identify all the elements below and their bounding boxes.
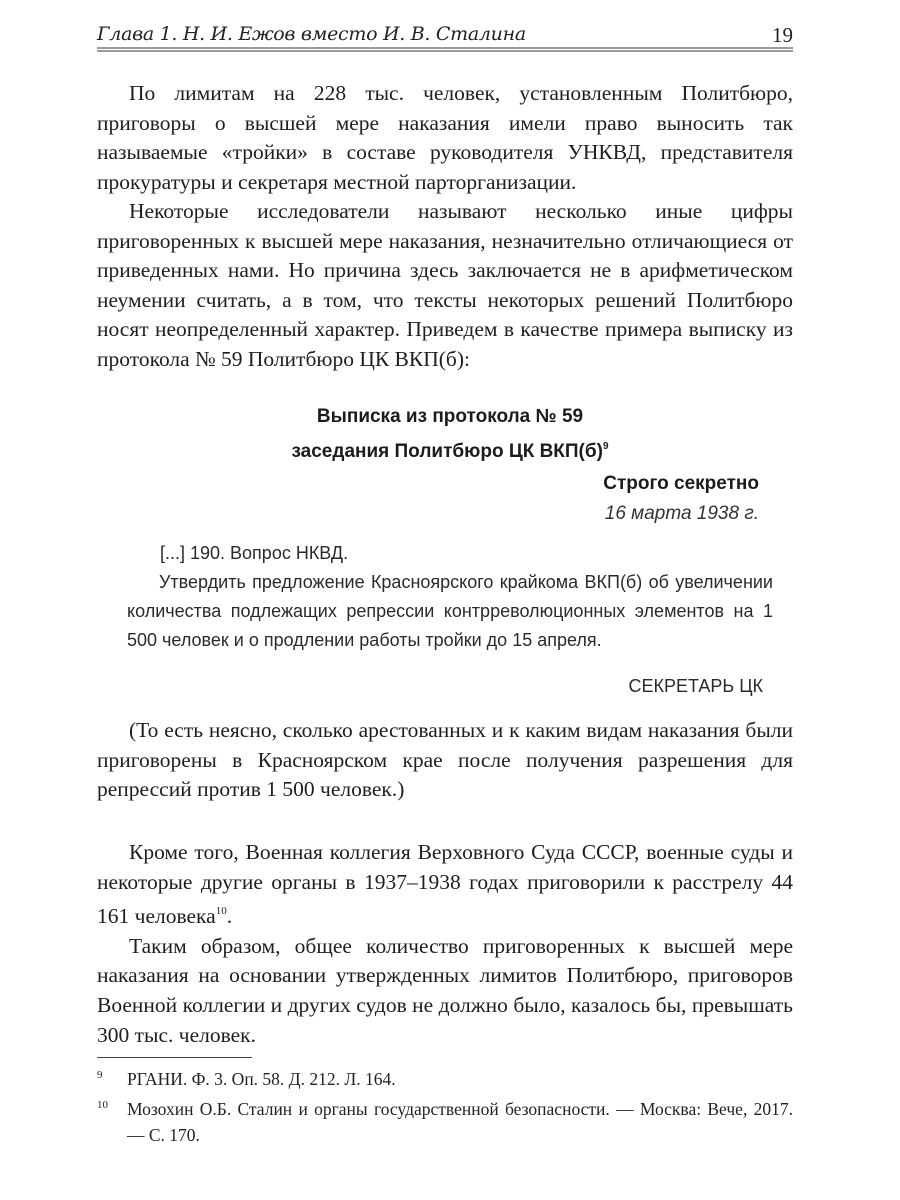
classification-label: Строго секретно bbox=[603, 473, 759, 494]
item-heading: [...] 190. Вопрос НКВД. bbox=[160, 543, 349, 563]
header-double-rule bbox=[97, 47, 793, 52]
document-title-line-1: Выписка из протокола № 59 bbox=[316, 406, 584, 427]
paragraph-tail: . bbox=[226, 904, 233, 929]
footnote-9 bbox=[97, 1066, 793, 1092]
paragraph-text: Кроме того, Военная коллегия Верховного Суда СССР, военные суды и некоторые другие органы в 1937–1938 годах приговорили к расстрелу 44 161 человека bbox=[97, 840, 793, 929]
closing-paragraphs bbox=[97, 838, 793, 1050]
document-title-line-2 bbox=[150, 432, 750, 467]
comment-paragraph bbox=[97, 716, 793, 805]
document-signature: СЕКРЕТАРЬ ЦК bbox=[628, 676, 763, 696]
paragraph-text: По лимитам на 228 тыс. человек, установленным Политбюро, приговоры о высшей мере наказания имели право выносить так называемые «тройки» в составе руководителя УНКВД, представителя прокуратуры и секретаря местной парторганизации. bbox=[97, 81, 793, 194]
footnote-text: Мозохин О.Б. Сталин и органы государственной безопасности. — Москва: Вече, 2017. — С. 170. bbox=[127, 1099, 793, 1145]
paragraph-researchers bbox=[97, 197, 793, 375]
document-date: 16 марта 1938 г. bbox=[604, 503, 759, 524]
running-title: Глава 1. Н. И. Ежов вместо И. В. Сталина bbox=[97, 23, 526, 45]
page-number: 19 bbox=[772, 23, 793, 47]
paragraph-total: Таким образом, общее количество приговоренных к высшей мере наказания на основании утвержденных лимитов Политбюро, приговоров Военной коллегии и других судов не должно было, казалось бы, превышать 300 тыс. человек. bbox=[97, 933, 793, 1047]
footnote-10 bbox=[97, 1096, 793, 1148]
footnote-number: 9 bbox=[97, 1069, 103, 1081]
footnote-ref-10[interactable]: 10 bbox=[215, 905, 227, 918]
footnote-separator bbox=[97, 1057, 252, 1058]
footnote-ref-9[interactable]: 9 bbox=[602, 441, 609, 452]
paragraph-limits bbox=[97, 79, 793, 197]
comment-text: (То есть неясно, сколько арестованных и к каким видам наказания были приговорены в Красноярском крае после получения разрешения для репрессий против 1 500 человек.) bbox=[97, 718, 793, 802]
item-body-text: Утвердить предложение Красноярского крайкома ВКП(б) об увеличении количества подлежащих репрессии контрреволюционных элементов на 1 500 человек и о продлении работы тройки до 15 апреля. bbox=[127, 572, 773, 650]
running-head bbox=[97, 19, 793, 47]
document-title bbox=[150, 402, 750, 467]
footnote-number: 10 bbox=[97, 1099, 108, 1111]
footnote-text: РГАНИ. Ф. 3. Оп. 58. Д. 212. Л. 164. bbox=[127, 1069, 396, 1089]
paragraph-text: Некоторые исследователи называют несколько иные цифры приговоренных к высшей мере наказания, незначительно отличающиеся от приведенных нами. Но причина здесь заключается не в арифметическом неумении считать, а в том, что тексты некоторых решений Политбюро носят неопределенный характер. Приведем в качестве примера выписку из протокола № 59 Политбюро ЦК ВКП(б): bbox=[97, 199, 793, 371]
paragraph-military-collegium bbox=[97, 838, 793, 932]
item-body bbox=[127, 568, 773, 655]
document-title-line-2-text: заседания Политбюро ЦК ВКП(б) bbox=[291, 441, 603, 462]
